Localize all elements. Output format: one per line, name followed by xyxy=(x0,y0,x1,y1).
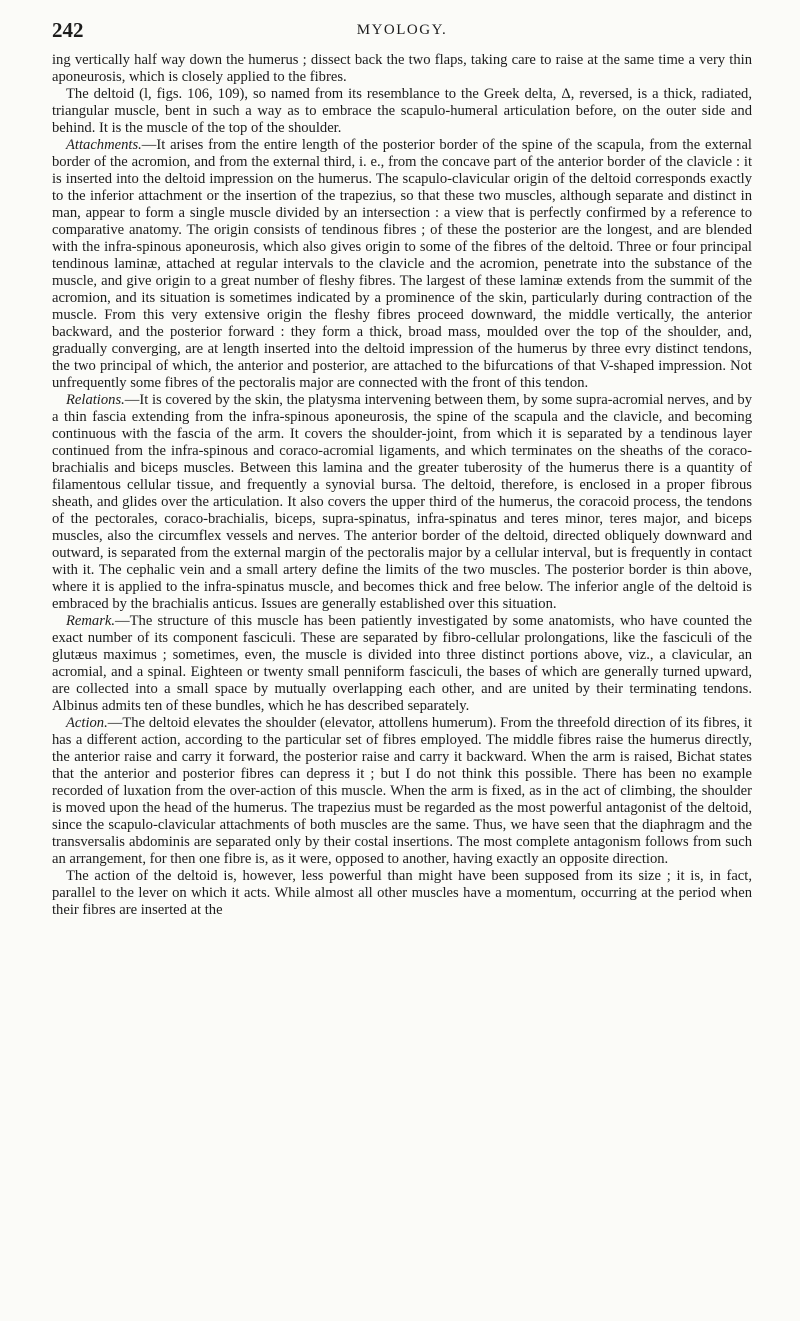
page-header xyxy=(52,18,752,52)
section-lead: Attachments. xyxy=(66,137,142,153)
paragraph-action-continued xyxy=(52,868,752,919)
paragraph-text: ing vertically half way down the humerus ; dissect back the two flaps, taking care to raise at the same time a very thin aponeurosis, which is closely applied to the fibres. xyxy=(52,52,752,85)
paragraph-action xyxy=(52,715,752,868)
paragraph-relations xyxy=(52,392,752,613)
paragraph-deltoid-intro xyxy=(52,86,752,137)
paragraph-text: —It is covered by the skin, the platysma intervening between them, by some supra-acromial nerves, and by a thin fascia extending from the infra-spinous aponeurosis, the spine of the scapula and the clavicle, and becoming continuous with the fascia of the arm. It covers the shoulder-joint, from which it is separated by a tendinous layer continued from the infra-spinous and coraco-acromial ligaments, and which terminates on the sheaths of the coraco-brachialis and biceps muscles. Between this lamina and the greater tuberosity of the humerus there is a quantity of filamentous cellular tissue, and frequently a synovial bursa. The deltoid, therefore, is enclosed in a proper fibrous sheath, and glides over the articulation. It also covers the upper third of the humerus, the coracoid process, the tendons of the pectorales, coraco-brachialis, biceps, supra-spinatus, infra-spinatus and teres minor, teres major, and biceps muscles, also the circumflex vessels and nerves. The anterior border of the deltoid, directed obliquely downward and outward, is separated from the external margin of the pectoralis major by a cellular interval, but is frequently in contact with it. The cephalic vein and a small artery define the limits of the two muscles. The posterior border is thin above, where it is applied to the infra-spinatus muscle, and becomes thick and free below. The inferior angle of the deltoid is embraced by the brachialis anticus. Issues are generally established over this situation. xyxy=(52,392,752,612)
paragraph-continuation xyxy=(52,52,752,86)
section-lead: Remark. xyxy=(66,613,116,629)
section-lead: Action. xyxy=(66,715,108,731)
paragraph-text: The action of the deltoid is, however, less powerful than might have been supposed from its size ; it is, in fact, parallel to the lever on which it acts. While almost all other muscles have a momentum, occurring at the period when their fibres are inserted at the xyxy=(52,868,752,918)
paragraph-text: —It arises from the entire length of the posterior border of the spine of the scapula, from the external border of the acromion, and from the external third, i. e., from the concave part of the anterior border of the clavicle : it is inserted into the deltoid impression on the humerus. The scapulo-clavicular origin of the deltoid corresponds exactly to the inferior attachment or the insertion of the trapezius, so that these two muscles, although separate and distinct in man, appear to form a single muscle divided by an intersection : a view that is perfectly confirmed by a reference to comparative anatomy. The origin consists of tendinous fibres ; of these the posterior are the longest, and are blended with the infra-spinous aponeurosis, which also gives origin to some of the fibres of the deltoid. Three or four principal tendinous laminæ, attached at regular intervals to the clavicle and the acromion, penetrate into the substance of the muscle, and give origin to a great number of fleshy fibres. The largest of these laminæ extends from the summit of the acromion, and its situation is sometimes indicated by a prominence of the skin, particularly during contraction of the muscle. From this very extensive origin the fleshy fibres proceed downward, the middle vertically, the anterior backward, and the posterior forward : they form a thick, broad mass, moulded over the top of the shoulder, and, gradually converging, are at length inserted into the deltoid impression of the humerus by three evry distinct tendons, the two principal of which, the anterior and posterior, are attached to the bifurcations of that V-shaped impression. Not unfrequently some fibres of the pectoralis major are connected with the front of this tendon. xyxy=(52,137,752,391)
body-text xyxy=(52,52,752,919)
running-head: MYOLOGY. xyxy=(356,22,448,38)
paragraph-text: —The structure of this muscle has been patiently investigated by some anatomists, who have counted the exact number of its component fasciculi. These are separated by fibro-cellular prolongations, like the fasciculi of the glutæus maximus ; sometimes, even, the muscle is divided into three distinct portions above, viz., a clavicular, an acromial, and a spinal. Eighteen or twenty small penniform fasciculi, the bases of which are generally turned upward, are collected into a small space by mutually overlapping each other, and are united by their terminating tendons. Albinus admits ten of these bundles, which he has described separately. xyxy=(52,613,752,714)
page-number: 242 xyxy=(52,18,84,42)
section-lead: Relations. xyxy=(66,392,125,408)
paragraph-text: —The deltoid elevates the shoulder (elevator, attollens humerum). From the threefold direction of its fibres, it has a different action, according to the particular set of fibres employed. The middle fibres raise the humerus directly, the anterior raise and carry it forward, the posterior raise and carry it backward. When the arm is raised, Bichat states that the anterior and posterior fibres can depress it ; but I do not think this possible. There has been no example recorded of luxation from the over-action of this muscle. When the arm is fixed, as in the act of climbing, the shoulder is moved upon the head of the humerus. The trapezius must be regarded as the most powerful antagonist of the deltoid, since the scapulo-clavicular attachments of both muscles are the same. Thus, we have seen that the diaphragm and the transversalis abdominis are separated only by their costal insertions. The most complete antagonism follows from such an arrangement, for then one fibre is, as it were, opposed to another, having exactly an opposite direction. xyxy=(52,715,752,867)
paragraph-attachments xyxy=(52,137,752,392)
paragraph-remark xyxy=(52,613,752,715)
paragraph-text: The deltoid (l, figs. 106, 109), so named from its resemblance to the Greek delta, Δ, reversed, is a thick, radiated, triangular muscle, bent in such a way as to embrace the scapulo-humeral articulation before, on the outer side and behind. It is the muscle of the top of the shoulder. xyxy=(52,86,752,136)
